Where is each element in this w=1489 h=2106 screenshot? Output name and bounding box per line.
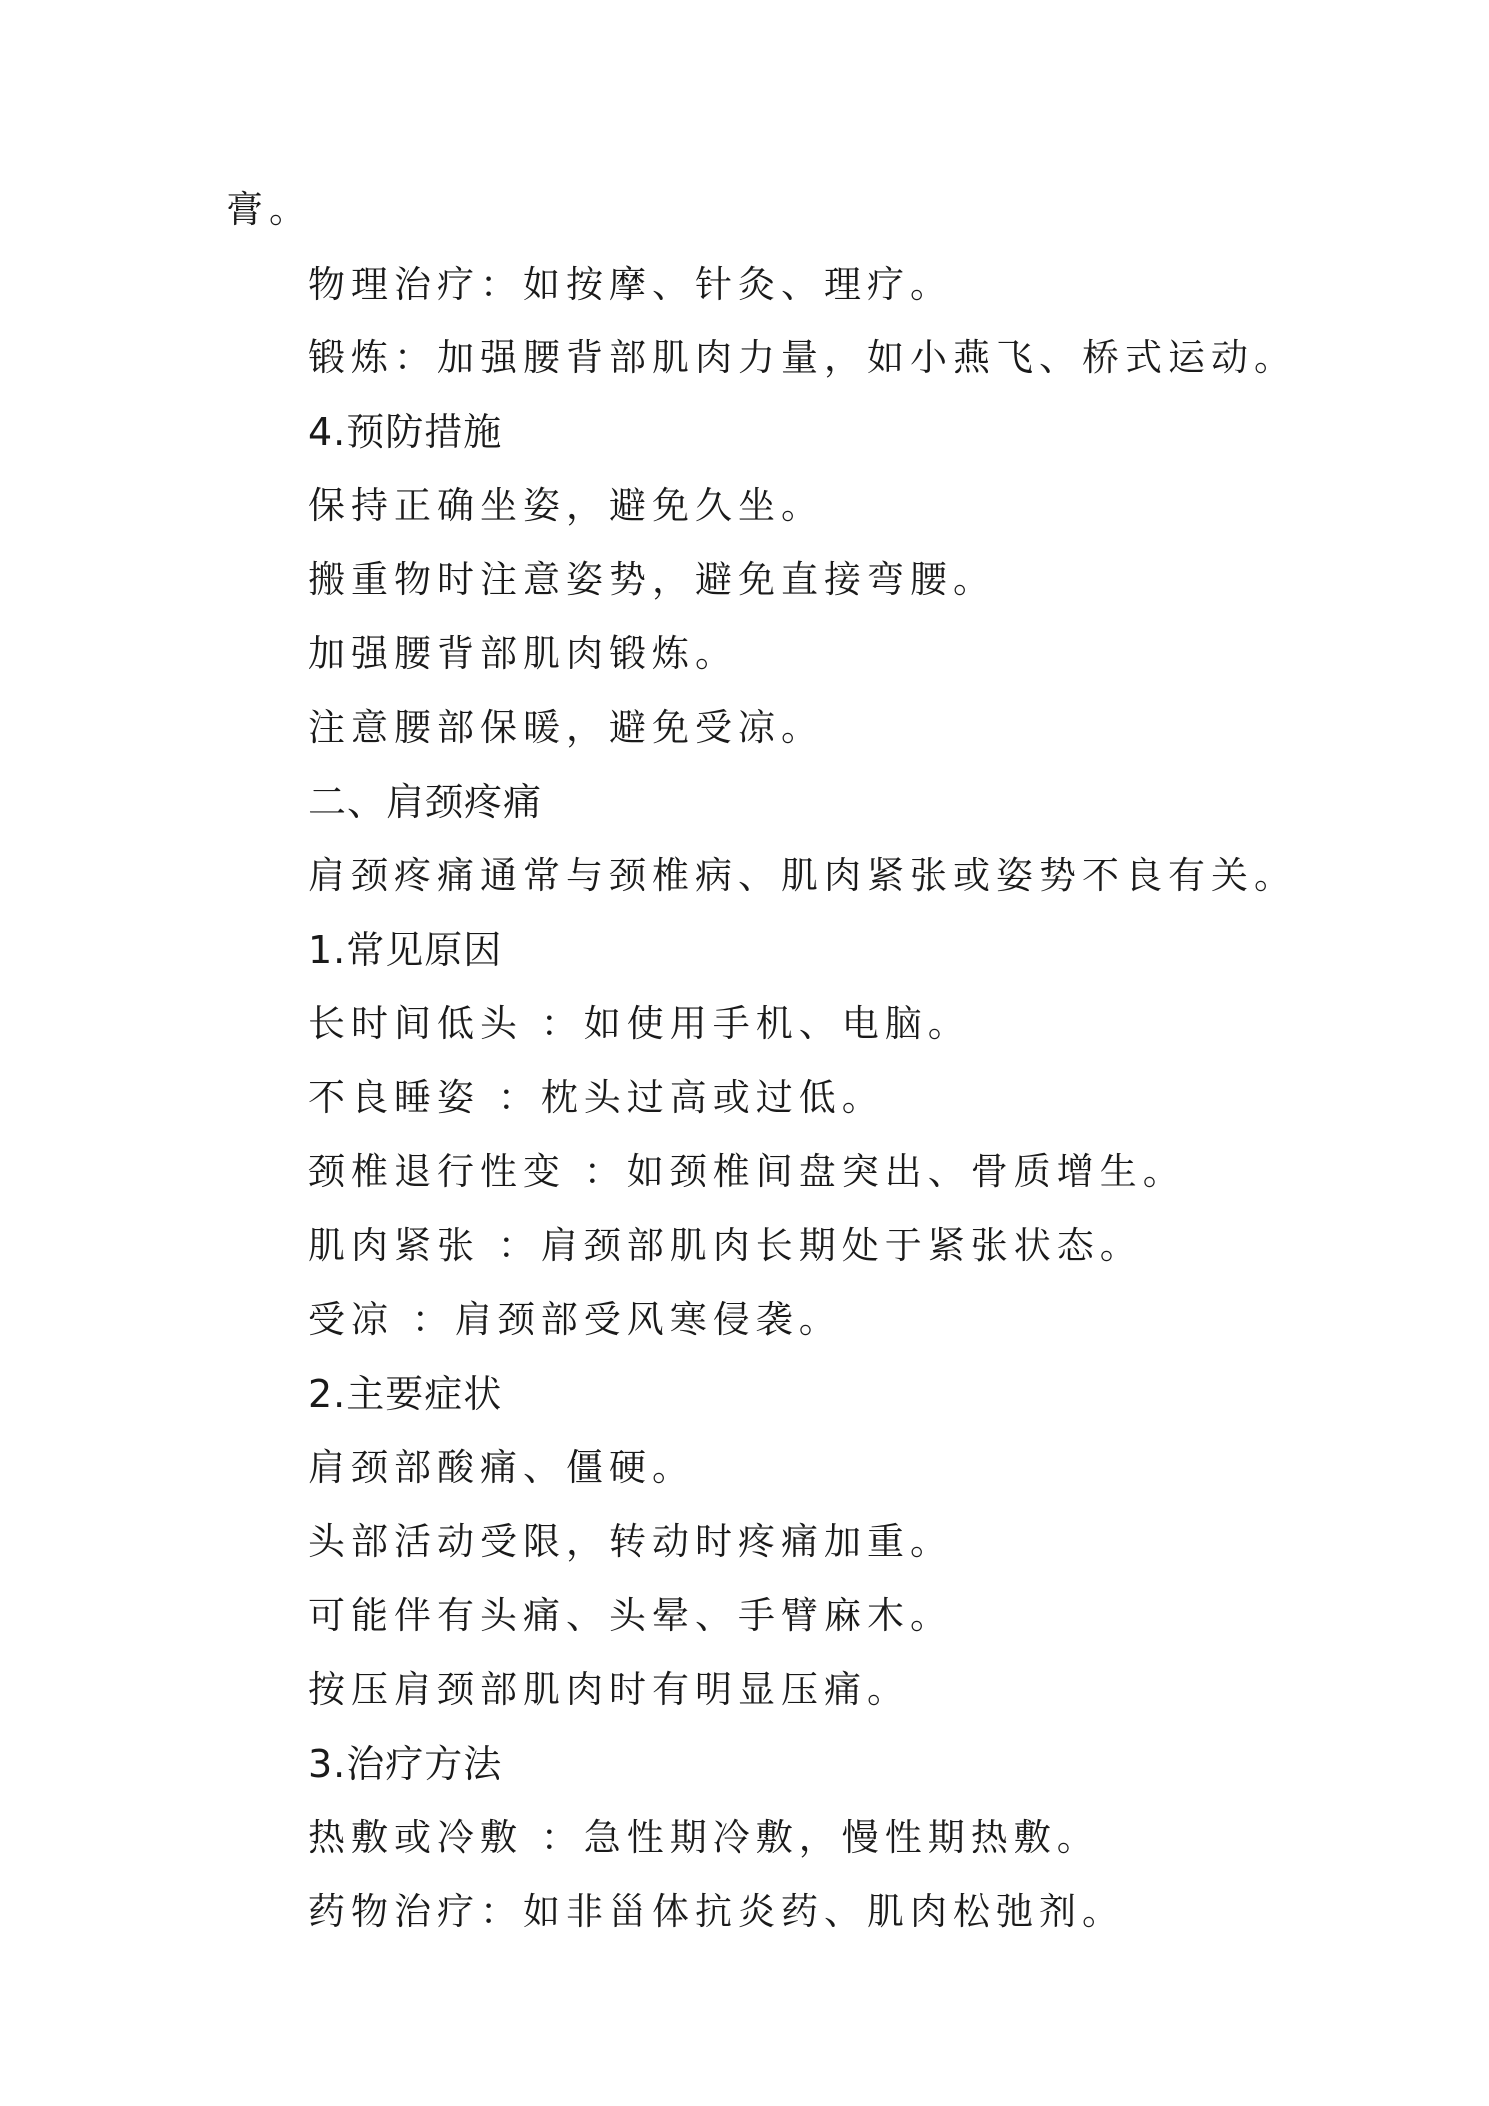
paragraph: 肩颈疼痛通常与颈椎病、肌肉紧张或姿势不良有关。 <box>308 854 1297 897</box>
section-heading: 4.预防措施 <box>308 410 503 454</box>
paragraph: 药物治疗：如非甾体抗炎药、肌肉松弛剂。 <box>308 1890 1125 1933</box>
item-colon: ： <box>523 1816 584 1859</box>
section-heading: 二、肩颈疼痛 <box>308 780 543 824</box>
paragraph: 保持正确坐姿，避免久坐。 <box>308 484 824 527</box>
paragraph: 加强腰背部肌肉锻炼。 <box>308 632 738 675</box>
cause-item <box>308 1147 1186 1197</box>
item-term: 热敷或冷敷 <box>308 1816 523 1859</box>
item-description: 枕头过高或过低。 <box>540 1076 885 1119</box>
item-term: 颈椎退行性变 <box>308 1150 566 1193</box>
cause-item <box>308 1073 885 1123</box>
paragraph: 搬重物时注意姿势，避免直接弯腰。 <box>308 558 996 601</box>
item-term: 长时间低头 <box>308 1002 523 1045</box>
paragraph: 物理治疗：如按摩、针灸、理疗。 <box>308 263 953 306</box>
section-heading: 3.治疗方法 <box>308 1742 503 1786</box>
item-colon: ： <box>394 1298 455 1341</box>
item-colon: ： <box>480 1076 541 1119</box>
paragraph: 肩颈部酸痛、僵硬。 <box>308 1446 695 1489</box>
paragraph: 头部活动受限，转动时疼痛加重。 <box>308 1520 953 1563</box>
item-term: 受凉 <box>308 1298 394 1341</box>
paragraph: 锻炼：加强腰背部肌肉力量，如小燕飞、桥式运动。 <box>308 336 1297 379</box>
continued-text: 膏。 <box>226 188 312 231</box>
item-description: 肩颈部肌肉长期处于紧张状态。 <box>540 1224 1143 1267</box>
paragraph: 可能伴有头痛、头晕、手臂麻木。 <box>308 1594 953 1637</box>
item-colon: ： <box>566 1150 627 1193</box>
section-heading: 2.主要症状 <box>308 1372 503 1416</box>
item-description: 如使用手机、电脑。 <box>583 1002 971 1045</box>
section-heading: 1.常见原因 <box>308 928 503 972</box>
item-colon: ： <box>480 1224 541 1267</box>
paragraph: 按压肩颈部肌肉时有明显压痛。 <box>308 1668 910 1711</box>
cause-item <box>308 1221 1143 1271</box>
cause-item <box>308 1295 842 1345</box>
item-colon: ： <box>523 1002 584 1045</box>
cause-item <box>308 999 971 1049</box>
paragraph: 注意腰部保暖，避免受凉。 <box>308 706 824 749</box>
item-description: 如颈椎间盘突出、骨质增生。 <box>626 1150 1186 1193</box>
treatment-item <box>308 1813 1100 1863</box>
item-description: 肩颈部受风寒侵袭。 <box>454 1298 842 1341</box>
item-term: 不良睡姿 <box>308 1076 480 1119</box>
item-description: 急性期冷敷，慢性期热敷。 <box>583 1816 1100 1859</box>
item-term: 肌肉紧张 <box>308 1224 480 1267</box>
